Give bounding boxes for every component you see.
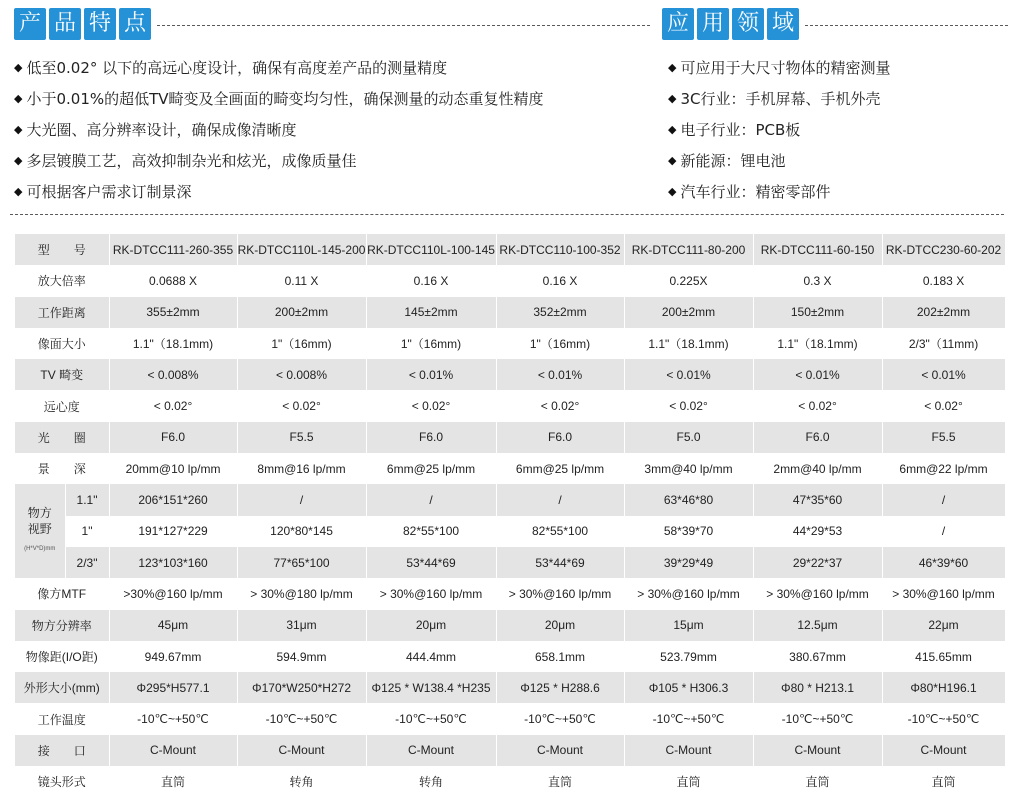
diamond-bullet-icon: ◆ <box>14 185 23 198</box>
table-cell: < 0.02° <box>496 390 624 421</box>
model-header: RK-DTCC110L-145-200 <box>237 234 366 265</box>
table-cell: > 30%@160 lp/mm <box>366 578 496 609</box>
table-row <box>15 610 1005 641</box>
table-row-fov <box>15 484 1005 515</box>
table-cell: 39*29*49 <box>624 547 753 578</box>
applications-header <box>662 8 1008 40</box>
feature-text: 小于0.01%的超低TV畸变及全画面的畸变均匀性，确保测量的动态重复性精度 <box>26 90 544 108</box>
model-header: RK-DTCC110L-100-145 <box>366 234 496 265</box>
table-cell: < 0.008% <box>237 359 366 390</box>
table-cell: > 30%@160 lp/mm <box>882 578 1005 609</box>
table-cell: F6.0 <box>366 422 496 453</box>
fov-label-line2: 视野 <box>27 522 52 537</box>
table-cell: > 30%@180 lp/mm <box>237 578 366 609</box>
table-cell: Φ80*H196.1 <box>882 672 1005 703</box>
fov-label-line1: 物方 <box>27 506 52 521</box>
table-cell: 12.5μm <box>753 610 882 641</box>
table-cell: < 0.02° <box>753 390 882 421</box>
applications-header-dashed-line <box>805 25 1008 26</box>
applications-title <box>662 8 799 40</box>
table-cell: 31μm <box>237 610 366 641</box>
table-cell: > 30%@160 lp/mm <box>496 578 624 609</box>
fov-sensor-size: 1.1" <box>65 484 109 515</box>
table-cell: 1"（16mm) <box>366 328 496 359</box>
fov-label <box>15 484 65 578</box>
applications-list <box>668 52 1008 207</box>
table-row-fov <box>15 547 1005 578</box>
table-cell: 200±2mm <box>624 297 753 328</box>
model-header: RK-DTCC111-260-355 <box>109 234 237 265</box>
table-cell: 415.65mm <box>882 641 1005 672</box>
diamond-bullet-icon: ◆ <box>668 123 677 136</box>
table-cell: 77*65*100 <box>237 547 366 578</box>
table-cell: 444.4mm <box>366 641 496 672</box>
table-cell: -10℃~+50℃ <box>753 703 882 734</box>
table-cell: 0.183 X <box>882 265 1005 296</box>
application-item <box>668 52 1008 83</box>
table-row-model <box>15 234 1005 265</box>
table-row <box>15 703 1005 734</box>
table-cell: 3mm@40 lp/mm <box>624 453 753 484</box>
row-label: TV 畸变 <box>15 359 109 390</box>
row-label: 远心度 <box>15 390 109 421</box>
table-cell: 0.3 X <box>753 265 882 296</box>
feature-text: 大光圈、高分辨率设计，确保成像清晰度 <box>26 121 297 139</box>
applications-title-char: 应 <box>662 8 694 40</box>
features-header <box>14 8 650 40</box>
table-cell: 206*151*260 <box>109 484 237 515</box>
spec-table <box>15 234 1006 795</box>
table-cell: 46*39*60 <box>882 547 1005 578</box>
table-cell: < 0.008% <box>109 359 237 390</box>
fov-sensor-size: 2/3" <box>65 547 109 578</box>
table-cell: 转角 <box>366 766 496 795</box>
table-cell: < 0.02° <box>366 390 496 421</box>
table-row <box>15 578 1005 609</box>
table-cell: 1.1"（18.1mm) <box>109 328 237 359</box>
table-cell: Φ170*W250*H272 <box>237 672 366 703</box>
spec-table-body <box>15 234 1005 795</box>
table-cell: 0.11 X <box>237 265 366 296</box>
table-cell: Φ80 * H213.1 <box>753 672 882 703</box>
table-cell: 6mm@22 lp/mm <box>882 453 1005 484</box>
row-label: 外形大小(mm) <box>15 672 109 703</box>
row-label: 物像距(I/O距) <box>15 641 109 672</box>
table-cell: 380.67mm <box>753 641 882 672</box>
table-cell: F6.0 <box>109 422 237 453</box>
table-cell: 20μm <box>496 610 624 641</box>
features-header-dashed-line <box>157 25 650 26</box>
table-cell: / <box>237 484 366 515</box>
diamond-bullet-icon: ◆ <box>668 61 677 74</box>
table-row <box>15 735 1005 766</box>
applications-title-char: 用 <box>697 8 729 40</box>
table-cell: 191*127*229 <box>109 516 237 547</box>
table-cell: F6.0 <box>753 422 882 453</box>
table-cell: 150±2mm <box>753 297 882 328</box>
table-cell: 2/3"（11mm) <box>882 328 1005 359</box>
features-title-char: 产 <box>14 8 46 40</box>
table-cell: -10℃~+50℃ <box>109 703 237 734</box>
table-cell: / <box>882 484 1005 515</box>
row-label: 接 口 <box>15 735 109 766</box>
table-cell: F6.0 <box>496 422 624 453</box>
application-text: 新能源：锂电池 <box>680 152 786 170</box>
application-item <box>668 145 1008 176</box>
table-row <box>15 422 1005 453</box>
table-cell: 355±2mm <box>109 297 237 328</box>
table-row <box>15 641 1005 672</box>
table-row-fov <box>15 516 1005 547</box>
table-cell: C-Mount <box>753 735 882 766</box>
table-row <box>15 453 1005 484</box>
application-item <box>668 114 1008 145</box>
feature-text: 多层镀膜工艺，高效抑制杂光和炫光，成像质量佳 <box>26 152 357 170</box>
table-cell: 63*46*80 <box>624 484 753 515</box>
feature-item <box>14 83 654 114</box>
table-cell: >30%@160 lp/mm <box>109 578 237 609</box>
diamond-bullet-icon: ◆ <box>14 154 23 167</box>
table-cell: -10℃~+50℃ <box>496 703 624 734</box>
diamond-bullet-icon: ◆ <box>14 61 23 74</box>
table-cell: Φ125 * W138.4 *H235 <box>366 672 496 703</box>
table-cell: Φ125 * H288.6 <box>496 672 624 703</box>
row-label: 工作温度 <box>15 703 109 734</box>
table-cell: C-Mount <box>366 735 496 766</box>
table-cell: < 0.02° <box>882 390 1005 421</box>
table-cell: 82*55*100 <box>366 516 496 547</box>
model-header: RK-DTCC111-60-150 <box>753 234 882 265</box>
row-label: 景 深 <box>15 453 109 484</box>
diamond-bullet-icon: ◆ <box>14 92 23 105</box>
table-cell: 82*55*100 <box>496 516 624 547</box>
table-cell: 120*80*145 <box>237 516 366 547</box>
table-cell: 1"（16mm) <box>496 328 624 359</box>
features-title <box>14 8 151 40</box>
feature-item <box>14 176 654 207</box>
table-cell: 22μm <box>882 610 1005 641</box>
table-cell: 1.1"（18.1mm) <box>624 328 753 359</box>
table-row <box>15 766 1005 795</box>
diamond-bullet-icon: ◆ <box>668 185 677 198</box>
table-cell: 直筒 <box>496 766 624 795</box>
table-cell: 145±2mm <box>366 297 496 328</box>
table-cell: < 0.02° <box>237 390 366 421</box>
table-cell: 20mm@10 lp/mm <box>109 453 237 484</box>
table-cell: 200±2mm <box>237 297 366 328</box>
table-cell: -10℃~+50℃ <box>624 703 753 734</box>
table-cell: < 0.02° <box>109 390 237 421</box>
table-cell: / <box>882 516 1005 547</box>
table-cell: 202±2mm <box>882 297 1005 328</box>
row-label: 物方分辨率 <box>15 610 109 641</box>
diamond-bullet-icon: ◆ <box>14 123 23 136</box>
row-label: 工作距离 <box>15 297 109 328</box>
feature-item <box>14 114 654 145</box>
table-cell: 53*44*69 <box>496 547 624 578</box>
table-cell: 直筒 <box>624 766 753 795</box>
row-label: 型 号 <box>15 234 109 265</box>
table-cell: 53*44*69 <box>366 547 496 578</box>
table-cell: > 30%@160 lp/mm <box>624 578 753 609</box>
section-divider <box>10 214 1004 215</box>
table-cell: 直筒 <box>109 766 237 795</box>
table-cell: C-Mount <box>624 735 753 766</box>
table-cell: 6mm@25 lp/mm <box>496 453 624 484</box>
table-cell: F5.0 <box>624 422 753 453</box>
table-cell: 352±2mm <box>496 297 624 328</box>
model-header: RK-DTCC230-60-202 <box>882 234 1005 265</box>
table-cell: 转角 <box>237 766 366 795</box>
table-cell: F5.5 <box>882 422 1005 453</box>
application-text: 3C行业：手机屏幕、手机外壳 <box>680 90 881 108</box>
table-cell: 594.9mm <box>237 641 366 672</box>
table-cell: -10℃~+50℃ <box>882 703 1005 734</box>
applications-title-char: 领 <box>732 8 764 40</box>
features-title-char: 品 <box>49 8 81 40</box>
feature-item <box>14 145 654 176</box>
table-row <box>15 390 1005 421</box>
features-list <box>14 52 654 207</box>
table-cell: 0.16 X <box>366 265 496 296</box>
table-cell: C-Mount <box>496 735 624 766</box>
application-text: 电子行业：PCB板 <box>680 121 801 139</box>
table-cell: 29*22*37 <box>753 547 882 578</box>
table-row <box>15 297 1005 328</box>
table-cell: / <box>366 484 496 515</box>
table-cell: 20μm <box>366 610 496 641</box>
fov-unit: (H*V*D)mm <box>24 546 56 553</box>
table-cell: 123*103*160 <box>109 547 237 578</box>
table-cell: 8mm@16 lp/mm <box>237 453 366 484</box>
fov-sensor-size: 1" <box>65 516 109 547</box>
table-cell: C-Mount <box>109 735 237 766</box>
table-cell: < 0.02° <box>624 390 753 421</box>
table-cell: C-Mount <box>237 735 366 766</box>
table-cell: 523.79mm <box>624 641 753 672</box>
table-cell: 15μm <box>624 610 753 641</box>
table-row <box>15 359 1005 390</box>
table-row <box>15 672 1005 703</box>
diamond-bullet-icon: ◆ <box>668 154 677 167</box>
table-cell: 0.0688 X <box>109 265 237 296</box>
table-cell: 0.225X <box>624 265 753 296</box>
table-cell: 6mm@25 lp/mm <box>366 453 496 484</box>
table-cell: 1"（16mm) <box>237 328 366 359</box>
table-cell: Φ105 * H306.3 <box>624 672 753 703</box>
table-cell: 1.1"（18.1mm) <box>753 328 882 359</box>
table-cell: < 0.01% <box>753 359 882 390</box>
table-cell: 直筒 <box>753 766 882 795</box>
table-row <box>15 265 1005 296</box>
table-cell: 949.67mm <box>109 641 237 672</box>
model-header: RK-DTCC111-80-200 <box>624 234 753 265</box>
row-label: 镜头形式 <box>15 766 109 795</box>
table-cell: 47*35*60 <box>753 484 882 515</box>
applications-title-char: 域 <box>767 8 799 40</box>
table-cell: 658.1mm <box>496 641 624 672</box>
feature-text: 可根据客户需求订制景深 <box>26 183 192 201</box>
table-cell: 44*29*53 <box>753 516 882 547</box>
table-cell: F5.5 <box>237 422 366 453</box>
table-cell: -10℃~+50℃ <box>237 703 366 734</box>
application-item <box>668 176 1008 207</box>
row-label: 像面大小 <box>15 328 109 359</box>
table-cell: > 30%@160 lp/mm <box>753 578 882 609</box>
model-header: RK-DTCC110-100-352 <box>496 234 624 265</box>
table-cell: < 0.01% <box>496 359 624 390</box>
table-cell: / <box>496 484 624 515</box>
application-text: 汽车行业：精密零部件 <box>680 183 831 201</box>
table-cell: 直筒 <box>882 766 1005 795</box>
table-cell: C-Mount <box>882 735 1005 766</box>
row-label: 像方MTF <box>15 578 109 609</box>
diamond-bullet-icon: ◆ <box>668 92 677 105</box>
table-cell: Φ295*H577.1 <box>109 672 237 703</box>
features-title-char: 点 <box>119 8 151 40</box>
feature-item <box>14 52 654 83</box>
table-cell: 2mm@40 lp/mm <box>753 453 882 484</box>
features-title-char: 特 <box>84 8 116 40</box>
application-text: 可应用于大尺寸物体的精密测量 <box>680 59 891 77</box>
table-cell: < 0.01% <box>624 359 753 390</box>
application-item <box>668 83 1008 114</box>
table-cell: < 0.01% <box>882 359 1005 390</box>
table-cell: 45μm <box>109 610 237 641</box>
table-row <box>15 328 1005 359</box>
table-cell: < 0.01% <box>366 359 496 390</box>
row-label: 放大倍率 <box>15 265 109 296</box>
table-cell: 0.16 X <box>496 265 624 296</box>
row-label: 光 圈 <box>15 422 109 453</box>
table-cell: 58*39*70 <box>624 516 753 547</box>
feature-text: 低至0.02° 以下的高远心度设计，确保有高度差产品的测量精度 <box>26 59 448 77</box>
table-cell: -10℃~+50℃ <box>366 703 496 734</box>
